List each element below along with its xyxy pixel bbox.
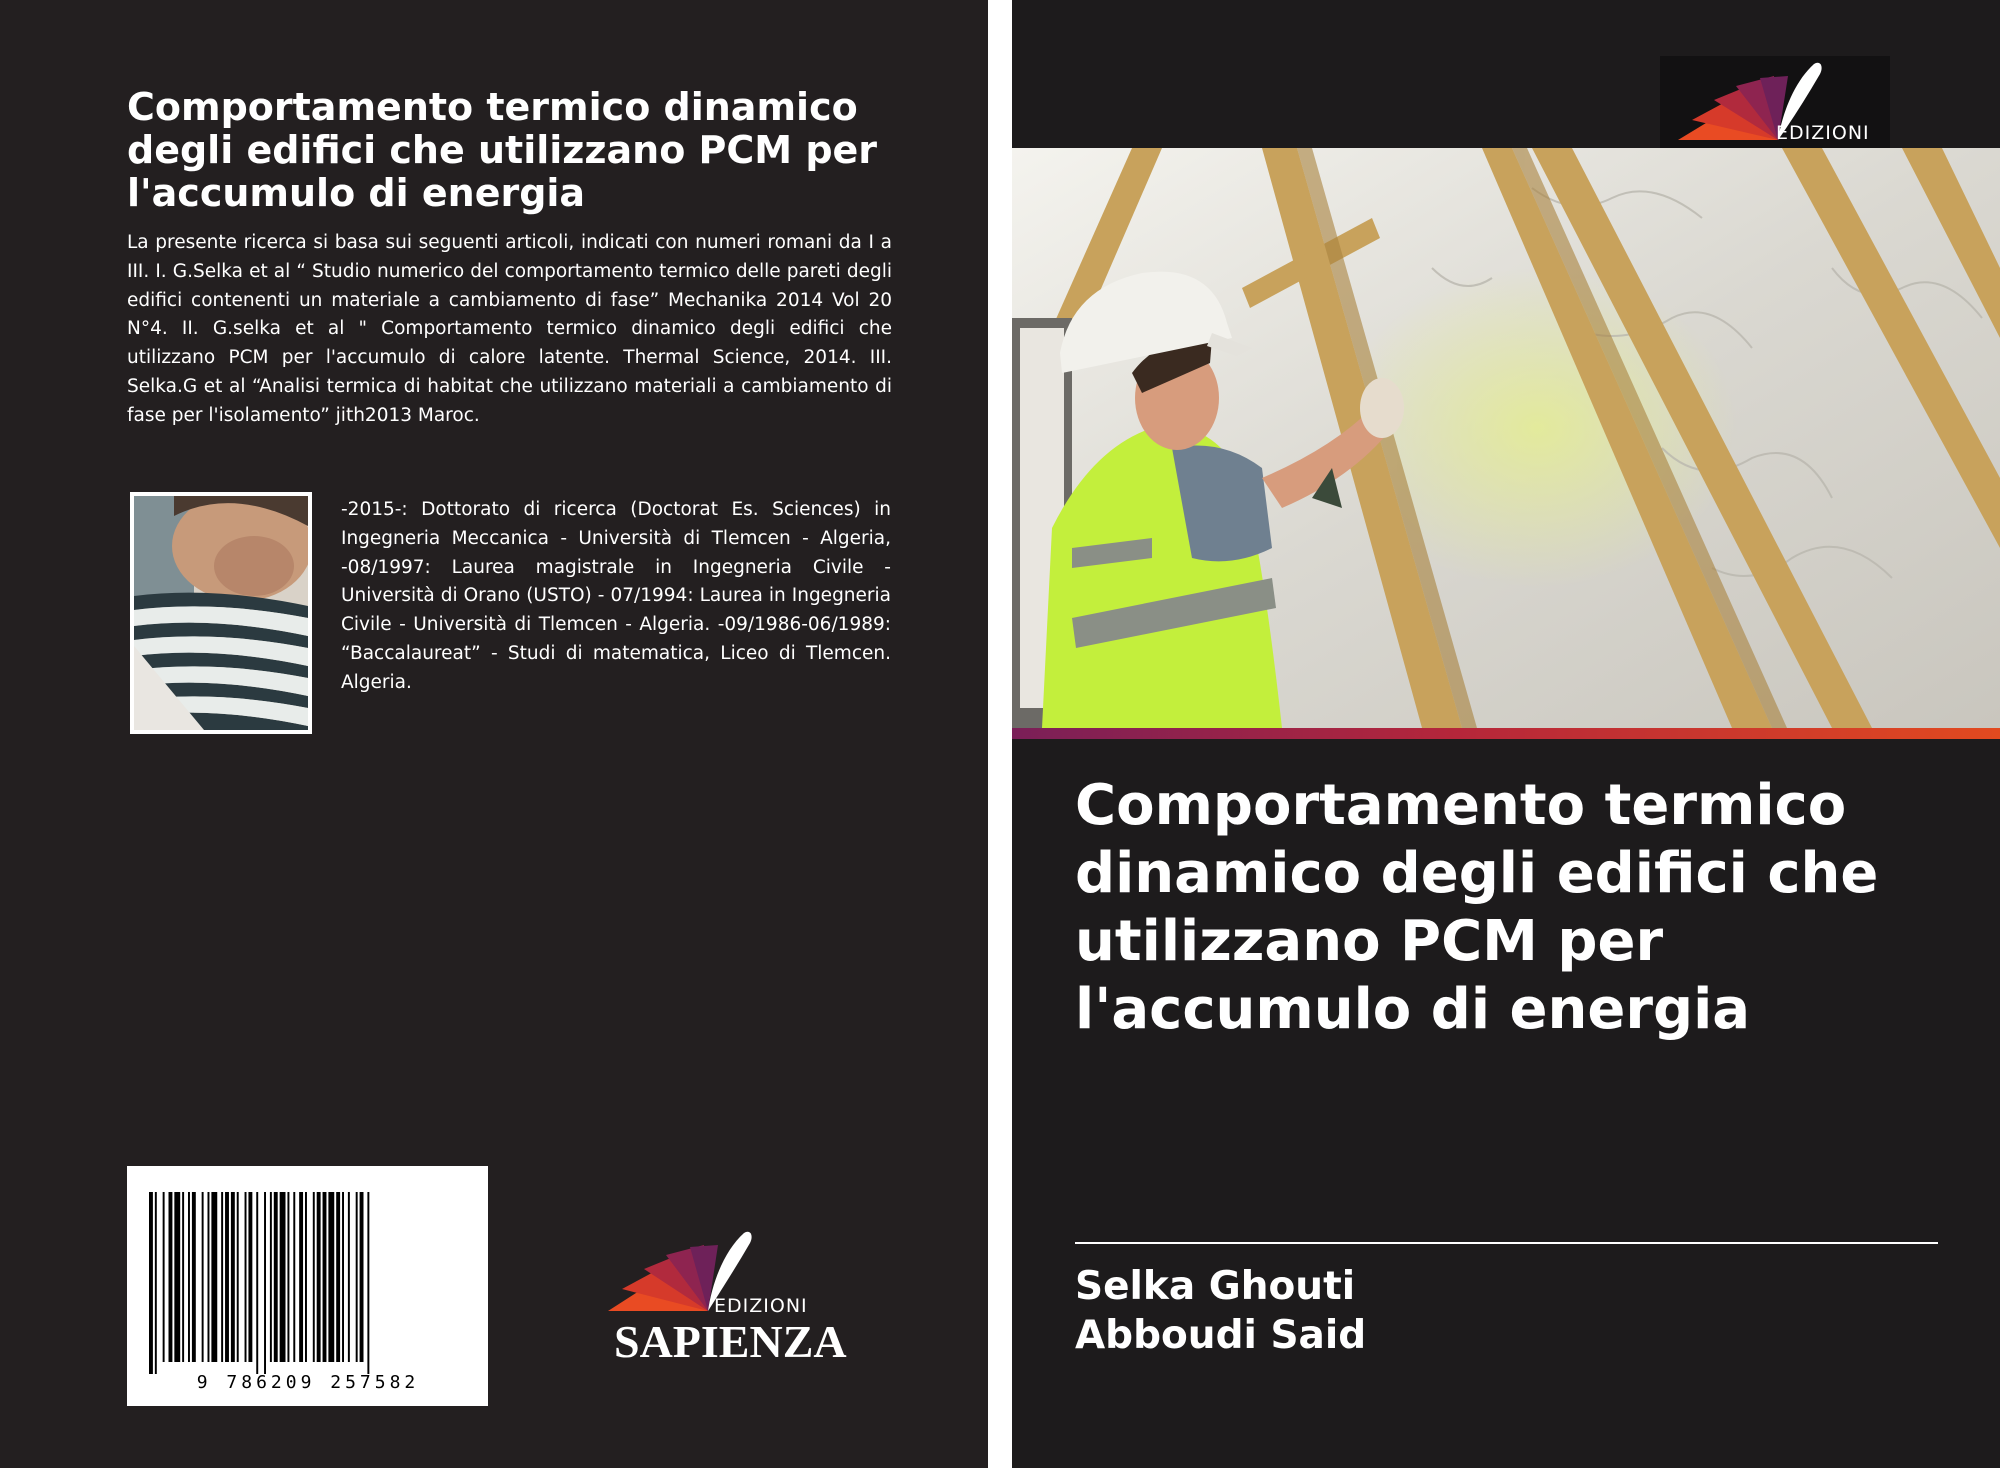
back-cover-title: Comportamento termico dinamico degli edifici che utilizzano PCM per l'accumulo di energia (127, 85, 878, 215)
barcode-bar (270, 1192, 272, 1362)
barcode-bar (313, 1192, 315, 1362)
barcode-bar (245, 1192, 247, 1362)
barcode-bar (211, 1192, 217, 1362)
barcode-bar (192, 1192, 196, 1362)
cover-photo-image (1012, 148, 2000, 728)
barcode-bars (149, 1192, 369, 1374)
barcode-bar (163, 1192, 165, 1362)
accent-bar (1012, 728, 2000, 739)
author-photo-image (134, 496, 308, 730)
author-name-1: Selka Ghouti (1075, 1264, 1356, 1309)
back-cover (0, 0, 988, 1468)
barcode-bar (188, 1192, 190, 1362)
barcode-bar (208, 1192, 210, 1362)
barcode-bar (256, 1192, 258, 1374)
isbn-barcode (127, 1166, 488, 1406)
barcode-bar (367, 1192, 369, 1374)
barcode-bar (202, 1192, 204, 1362)
barcode-bar (287, 1192, 289, 1362)
publisher-logo-back (604, 1223, 847, 1367)
barcode-bar (348, 1192, 350, 1362)
author-photo (130, 492, 312, 734)
barcode-bar (360, 1192, 364, 1362)
barcode-bar (221, 1192, 223, 1362)
barcode-bar (336, 1192, 340, 1362)
barcode-bar (305, 1192, 307, 1362)
barcode-bar (231, 1192, 235, 1362)
barcode-bar (323, 1192, 327, 1362)
barcode-bar (225, 1192, 229, 1362)
cover-photo (1012, 148, 2000, 728)
back-cover-abstract: La presente ricerca si basa sui seguenti articoli, indicati con numeri romani da I a III. I. G.Selka et al “ Studio numerico del comportamento termico delle pareti degli edifici contenenti un materiale a cambiamento di fase” Mechanika 2014 Vol 20 N°4. II. G.selka et al " Comportamento termico dinamico degli edifici che utilizzano PCM per l'accumulo di calore latente. Thermal Science, 2014. III. Selka.G et al “Analisi termica di habitat che utilizzano materiali a cambiamento di fase per l'isolamento” jith2013 Maroc. (127, 232, 892, 426)
barcode-digits: 9 786209 257582 (196, 1372, 420, 1393)
barcode-bar (264, 1192, 266, 1374)
publisher-logo-back-big: SAPIENZA (614, 1316, 847, 1367)
front-cover-title: Comportamento termico dinamico degli edifici che utilizzano PCM per l'accumulo di energia (1075, 773, 1879, 1042)
front-cover (1012, 0, 2000, 1468)
author-bio: -2015-: Dottorato di ricerca (Doctorat Es. Sciences) in Ingegneria Meccanica - Università di Tlemcen - Algeria, -08/1997: Laurea magistrale in Ingegneria Civile - Università di Orano (USTO) - 07/1994: Laurea in Ingegneria Civile - Università di Tlemcen - Algeria. -09/1986-06/1989: “Baccalaureat” - Studi di matematica, Liceo di Tlemcen. Algeria. (341, 499, 891, 693)
barcode-bar (317, 1192, 321, 1362)
barcode-bar (280, 1192, 286, 1362)
barcode-bar (237, 1192, 239, 1362)
barcode-bar (356, 1192, 358, 1362)
publisher-logo-back-small: EDIZIONI (714, 1295, 808, 1317)
author-name-2: Abboudi Said (1075, 1313, 1367, 1358)
barcode-bar (328, 1192, 334, 1362)
barcode-bar (169, 1192, 173, 1362)
barcode-bar (274, 1192, 278, 1362)
author-divider (1075, 1242, 1938, 1244)
barcode-bar (182, 1192, 184, 1362)
barcode-bar (299, 1192, 303, 1362)
barcode-bar (342, 1192, 344, 1362)
barcode-bar (248, 1192, 252, 1362)
barcode-bar (174, 1192, 180, 1362)
barcode-bar (155, 1192, 157, 1374)
barcode-bar (293, 1192, 295, 1362)
publisher-logo-front-small: EDIZIONI (1776, 122, 1870, 144)
barcode-bar (149, 1192, 153, 1374)
